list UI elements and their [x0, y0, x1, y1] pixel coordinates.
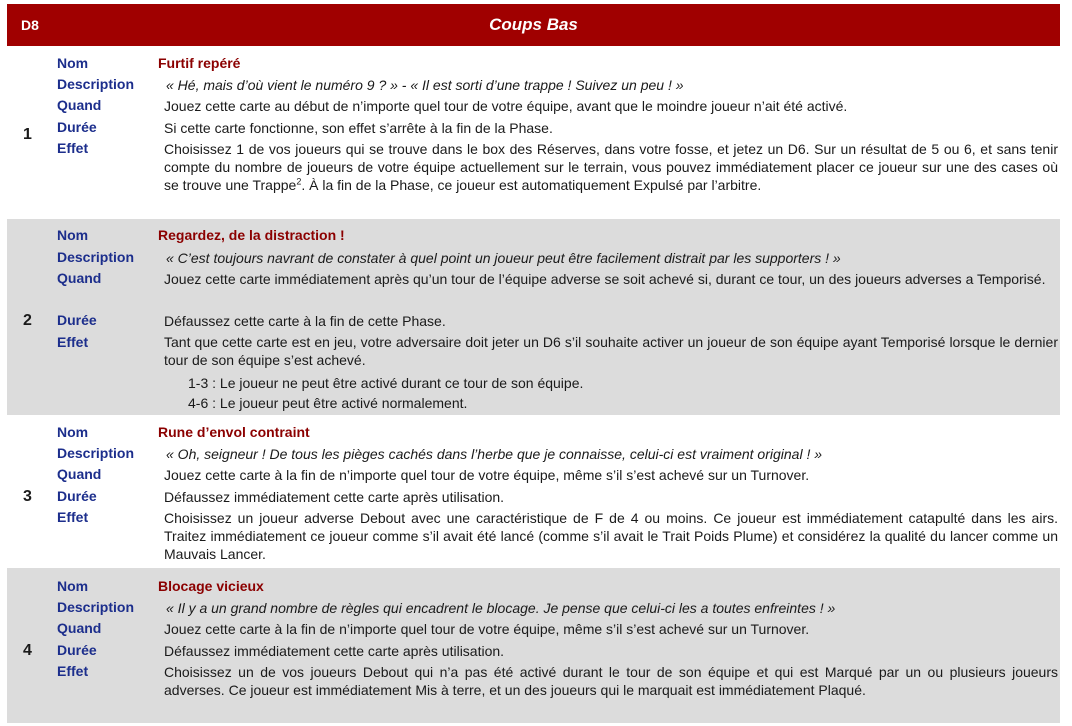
table-code: D8 — [21, 17, 39, 33]
card-duree: Défaussez cette carte à la fin de cette Phase. — [164, 313, 446, 329]
card-duree: Défaussez immédiatement cette carte après utilisation. — [164, 489, 505, 505]
card-name: Regardez, de la distraction ! — [158, 227, 345, 243]
label-quand: Quand — [57, 97, 102, 113]
card-quand: Jouez cette carte à la fin de n’importe quel tour de votre équipe, même s’il s’est achevé sur un Turnover. — [164, 621, 810, 637]
card-row-2 — [7, 219, 1060, 415]
card-row-4 — [7, 568, 1060, 723]
card-name: Rune d’envol contraint — [158, 424, 310, 440]
label-duree: Durée — [57, 488, 97, 504]
label-nom: Nom — [57, 227, 89, 243]
label-duree: Durée — [57, 642, 97, 658]
effet-item-1: 1-3 : Le joueur ne peut être activé durant ce tour de son équipe. — [188, 375, 584, 391]
card-effet-text-end: . À la fin de la Phase, ce joueur est automatiquement Expulsé par l’arbitre. — [301, 177, 762, 193]
card-name: Blocage vicieux — [158, 578, 264, 594]
cards-table — [7, 4, 1060, 698]
table-header — [7, 4, 1060, 46]
effet-item-2: 4-6 : Le joueur peut être activé normalement. — [188, 395, 468, 411]
label-nom: Nom — [57, 55, 89, 71]
label-duree: Durée — [57, 312, 97, 328]
card-effet: Choisissez un de vos joueurs Debout qui n’a pas été activé durant le tour de son équipe et qui est Marqué par un ou plusieurs joueurs adverses. Ce joueur est immédiatement Mis à terre, et un des joueurs qui le marquait est immédiatement Plaqué. — [164, 664, 1058, 698]
card-row-1 — [7, 48, 1060, 215]
footnote-marker: 2 — [296, 176, 302, 187]
label-description: Description — [57, 445, 135, 461]
card-duree: Si cette carte fonctionne, son effet s’arrête à la fin de la Phase. — [164, 120, 553, 136]
card-quand: Jouez cette carte immédiatement après qu’un tour de l’équipe adverse se soit achevé si, durant ce tour, un des joueurs adverses a Temporisé. — [164, 271, 1046, 287]
label-quand: Quand — [57, 270, 102, 286]
label-effet: Effet — [57, 663, 89, 679]
label-effet: Effet — [57, 140, 89, 156]
label-description: Description — [57, 599, 135, 615]
label-duree: Durée — [57, 119, 97, 135]
card-quand: Jouez cette carte au début de n’importe quel tour de votre équipe, avant que le moindre joueur n’ait été activé. — [164, 98, 848, 114]
label-quand: Quand — [57, 466, 102, 482]
card-effet: Tant que cette carte est en jeu, votre adversaire doit jeter un D6 s’il souhaite activer un joueur de son équipe ayant Temporisé lorsque le dernier tour de son équipe s’est achevé. — [164, 334, 1058, 368]
table-title: Coups Bas — [489, 15, 578, 34]
card-number: 2 — [23, 312, 32, 329]
card-effet-text: Choisissez 1 de vos joueurs qui se trouve dans le box des Réserves, dans votre fosse, et jetez un D6. Sur un résultat de 5 ou 6, et sans tenir compte du nombre de joueurs de votre équipe actuellement sur le terrain, vous pouvez immédiatement placer ce joueur sur une des cases où se trouve une Trappe — [164, 141, 1058, 193]
card-description: « Il y a un grand nombre de règles qui encadrent le blocage. Je pense que celui-ci les a toutes enfreintes ! » — [166, 600, 836, 616]
label-effet: Effet — [57, 509, 89, 525]
card-number: 3 — [23, 488, 32, 505]
label-description: Description — [57, 76, 135, 92]
card-description: « Hé, mais d’où vient le numéro 9 ? » - « Il est sorti d’une trappe ! Suivez un peu ! » — [166, 77, 684, 93]
label-description: Description — [57, 249, 135, 265]
card-name: Furtif repéré — [158, 55, 241, 71]
card-duree: Défaussez immédiatement cette carte après utilisation. — [164, 643, 505, 659]
card-number: 4 — [23, 642, 32, 659]
card-description: « Oh, seigneur ! De tous les pièges cachés dans l’herbe que je connaisse, celui-ci est vraiment original ! » — [166, 446, 823, 462]
card-effet: Choisissez un joueur adverse Debout avec une caractéristique de F de 4 ou moins. Ce joueur est immédiatement catapulté dans les airs. Traitez immédiatement ce joueur comme s’il avait été lancé (comme s’il avait le Trait Poids Plume) et considérez la qualité du lancer comme un Mauvais Lancer. — [164, 510, 1058, 562]
label-quand: Quand — [57, 620, 102, 636]
card-effet — [164, 140, 1058, 194]
card-quand: Jouez cette carte à la fin de n’importe quel tour de votre équipe, même s’il s’est achevé sur un Turnover. — [164, 467, 810, 483]
card-number: 1 — [23, 126, 32, 143]
card-row-3 — [7, 417, 1060, 565]
card-description: « C’est toujours navrant de constater à quel point un joueur peut être facilement distrait par les supporters ! » — [166, 250, 841, 266]
label-effet: Effet — [57, 334, 89, 350]
label-nom: Nom — [57, 578, 89, 594]
label-nom: Nom — [57, 424, 89, 440]
